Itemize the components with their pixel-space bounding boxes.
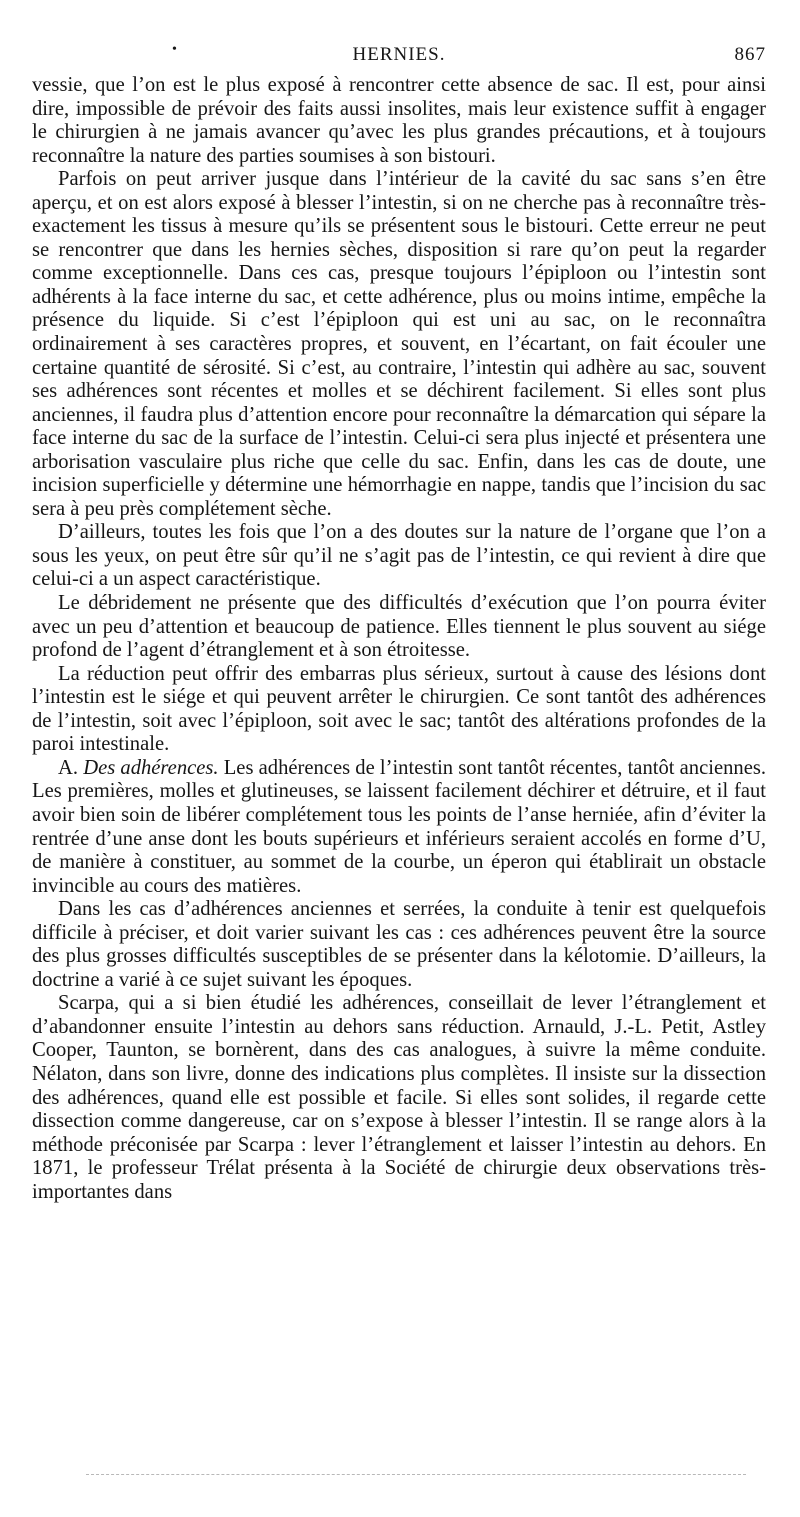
running-head	[32, 44, 766, 68]
paragraph-3: D’ailleurs, toutes les fois que l’on a des doutes sur la nature de l’organe que l’on a sous les yeux, on peut être sûr qu’il ne s’agit pas de l’intestin, ce qui revient à dire que celui-ci a un aspect caractéristique.	[32, 521, 766, 591]
paragraph-7: Dans les cas d’adhérences anciennes et serrées, la conduite à tenir est quelquefois difficile à préciser, et doit varier suivant les cas : ces adhérences peuvent être la source des plus grosses difficultés susceptibles de se présenter dans la kélotomie. D’ailleurs, la doctrine a varié à ce sujet suivant les époques.	[32, 898, 766, 991]
bottom-rule	[86, 1474, 746, 1475]
paragraph-6-adherences	[32, 757, 766, 898]
section-label: A.	[58, 756, 84, 779]
running-title: HERNIES.	[352, 44, 446, 65]
page-number: 867	[734, 44, 766, 65]
paragraph-4: Le débridement ne présente que des difficultés d’exécution que l’on pourra éviter avec un peu d’attention et beaucoup de patience. Elles tiennent le plus souvent au siége profond de l’agent d’étranglement et à son étroitesse.	[32, 592, 766, 662]
section-heading: Des adhérences.	[83, 756, 219, 779]
body-text	[32, 74, 766, 1204]
section-text: Les adhérences de l’intestin sont tantôt récentes, tantôt anciennes. Les premières, molles et glutineuses, se laissent facilement déchirer et détruire, et il faut avoir bien soin de libérer complétement tous les points de l’anse herniée, afin d’éviter la rentrée d’une anse dont les bouts supérieurs et inférieurs seraient accolés en forme d’U, de manière à constituer, au sommet de la courbe, un éperon qui établirait un obstacle invincible au cours des matières.	[32, 756, 766, 897]
print-mark-icon: •	[172, 42, 178, 57]
paragraph-5: La réduction peut offrir des embarras plus sérieux, surtout à cause des lésions dont l’intestin est le siége et qui peuvent arrêter le chirurgien. Ce sont tantôt des adhérences de l’intestin, soit avec l’épiploon, soit avec le sac; tantôt des altérations profondes de la paroi intestinale.	[32, 662, 766, 756]
paragraph-8: Scarpa, qui a si bien étudié les adhérences, conseillait de lever l’étranglement et d’abandonner ensuite l’intestin au dehors sans réduction. Arnauld, J.-L. Petit, Astley Cooper, Taunton, se bornèrent, dans des cas analogues, à suivre la même conduite. Nélaton, dans son livre, donne des indications plus complètes. Il insiste sur la dissection des adhérences, quand elle est possible et facile. Si elles sont solides, il regarde cette dissection comme dangereuse, car on s’expose à blesser l’intestin. Il se range alors à la méthode préconisée par Scarpa : lever l’étranglement et laisser l’intestin au dehors. En 1871, le professeur Trélat présenta à la Société de chirurgie deux observations très-importantes dans	[32, 992, 766, 1203]
paragraph-1: vessie, que l’on est le plus exposé à rencontrer cette absence de sac. Il est, pour ainsi dire, impossible de prévoir des faits aussi insolites, mais leur existence suffit à engager le chirurgien à ne jamais avancer qu’avec les plus grandes précautions, et à toujours reconnaître la nature des parties soumises à son bistouri.	[32, 74, 766, 167]
paragraph-2: Parfois on peut arriver jusque dans l’intérieur de la cavité du sac sans s’en être aperçu, et on est alors exposé à blesser l’intestin, si on ne cherche pas à reconnaître très-exactement les tissus à mesure qu’ils se présentent sous le bistouri. Cette erreur ne peut se rencontrer que dans les hernies sèches, disposition si rare qu’on peut la regarder comme exceptionnelle. Dans ces cas, presque toujours l’épiploon ou l’intestin sont adhérents à la face interne du sac, et cette adhérence, plus ou moins intime, empêche la présence du liquide. Si c’est l’épiploon qui est uni au sac, on le reconnaîtra ordinairement à ses caractères propres, et souvent, en l’écartant, on fait écouler une certaine quantité de sérosité. Si c’est, au contraire, l’intestin qui adhère au sac, souvent ses adhérences sont récentes et molles et se déchirent facilement. Si elles sont plus anciennes, il faudra plus d’attention encore pour reconnaître la démarcation qui sépare la face interne du sac de la surface de l’intestin. Celui-ci sera plus injecté et présentera une arborisation vasculaire plus riche que celle du sac. Enfin, dans les cas de doute, une incision superficielle y détermine une hémorrhagie en nappe, tandis que l’incision du sac sera à peu près complétement sèche.	[32, 168, 766, 520]
